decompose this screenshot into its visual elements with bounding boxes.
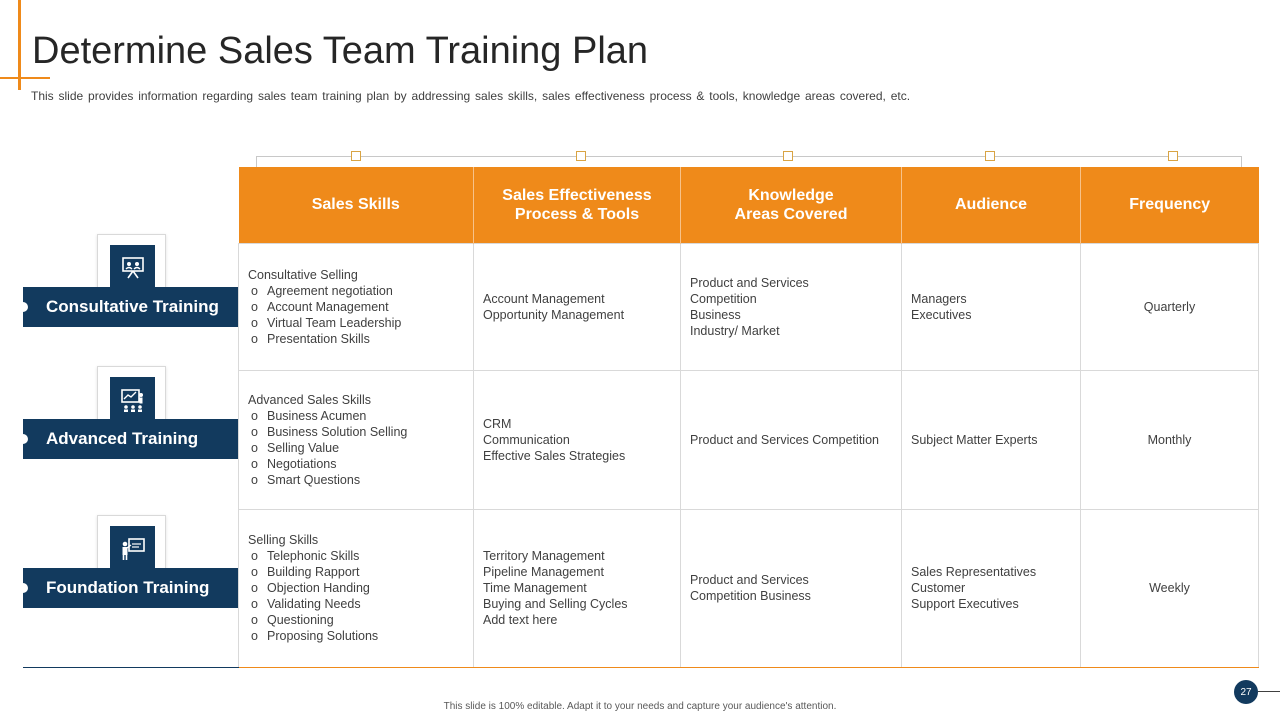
table-row [239,509,1259,667]
table-row [239,243,1259,370]
page-subtitle: This slide provides information regarding sales team training plan by addressing sales skills, sales effectiveness process & tools, knowledge areas covered, etc. [31,89,911,103]
header-sales-skills: Sales Skills [239,167,474,243]
column-marker [1168,151,1178,161]
audience-cell: Subject Matter Experts [902,370,1081,509]
column-marker [985,151,995,161]
page-number-line [1258,691,1280,692]
header-knowledge-areas: Knowledge Areas Covered [681,167,902,243]
foundation-training-label: Foundation Training [23,568,238,608]
training-plan-table [238,167,1259,668]
header-frequency: Frequency [1081,167,1259,243]
knowledge-cell: Product and Services Competition Business Industry/ Market [681,243,902,370]
tools-cell: CRM Communication Effective Sales Strategies [474,370,681,509]
label-dot [18,434,28,444]
header-audience: Audience [902,167,1081,243]
consultative-icon-card [97,234,166,292]
sales-skills-cell: Selling Skills o Telephonic Skills o Building Rapport o Objection Handing o Validating Needs o Questioning o Proposing Solutions [239,509,474,667]
column-marker [576,151,586,161]
audience-cell: Managers Executives [902,243,1081,370]
tools-cell: Account Management Opportunity Management [474,243,681,370]
column-marker [783,151,793,161]
footer-note: This slide is 100% editable. Adapt it to your needs and capture your audience's attention. [443,701,837,712]
audience-cell: Sales Representatives Customer Support Executives [902,509,1081,667]
sales-skills-cell: Advanced Sales Skills o Business Acumen o Business Solution Selling o Selling Value o Negotiations o Smart Questions [239,370,474,509]
header-sales-effectiveness: Sales Effectiveness Process & Tools [474,167,681,243]
label-dot [18,302,28,312]
table-row [239,370,1259,509]
tools-cell: Territory Management Pipeline Management Time Management Buying and Selling Cycles Add text here [474,509,681,667]
knowledge-cell: Product and Services Competition Business [681,509,902,667]
consultative-training-label: Consultative Training [23,287,238,327]
column-marker [351,151,361,161]
lecture-board-icon [120,536,146,562]
foundation-icon-card [97,515,166,573]
page-number-badge: 27 [1234,680,1258,704]
sales-skills-cell: Consultative Selling o Agreement negotiation o Account Management o Virtual Team Leadership o Presentation Skills [239,243,474,370]
bottom-divider [23,667,239,668]
knowledge-cell: Product and Services Competition [681,370,902,509]
label-dot [18,583,28,593]
advanced-training-label: Advanced Training [23,419,238,459]
frequency-cell: Weekly [1081,509,1259,667]
accent-horizontal-line [0,77,50,79]
advanced-icon-card [97,366,166,424]
frequency-cell: Monthly [1081,370,1259,509]
frequency-cell: Quarterly [1081,243,1259,370]
table-header-row [239,167,1259,243]
presentation-board-icon [120,255,146,281]
page-title: Determine Sales Team Training Plan [32,30,649,72]
trainer-chart-icon [120,387,146,413]
